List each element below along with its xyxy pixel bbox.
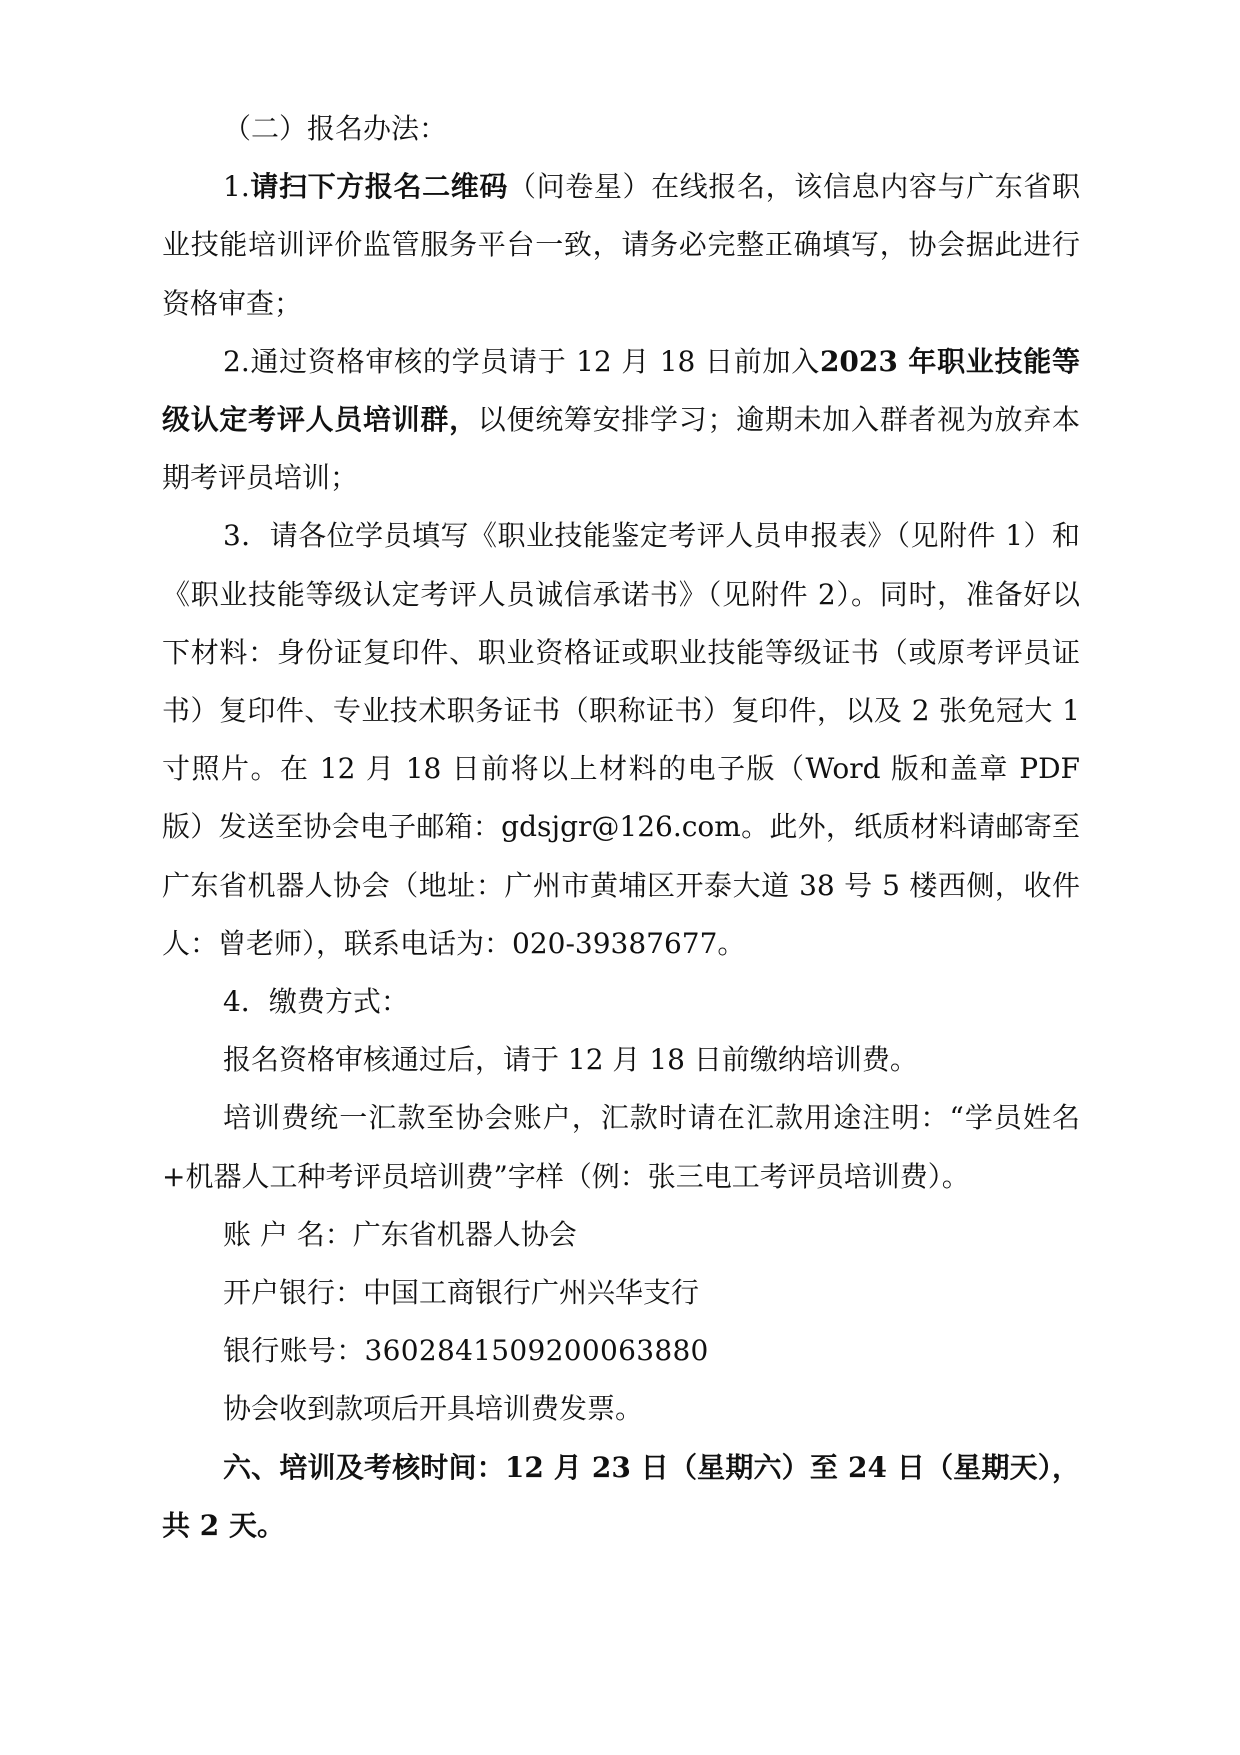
step-2-bold-text: 2023 年职业技能等级认定考评人员培训群，: [162, 344, 1081, 437]
step-2-text-start: 2.通过资格审核的学员请于 12 月 18 日前加入: [223, 344, 820, 378]
invoice-note: 协会收到款项后开具培训费发票。: [223, 1392, 644, 1426]
document-page: [162, 100, 1080, 1555]
paragraph-step-4: 4．缴费方式：: [223, 985, 409, 1019]
account-name: 账 户 名：广东省机器人协会: [223, 1217, 577, 1251]
paragraph-step-1: [162, 158, 1080, 333]
paragraph-remittance-note: 培训费统一汇款至协会账户，汇款时请在汇款用途注明：“学员姓名+机器人工种考评员培训费”字样（例：张三电工考评员培训费）。: [162, 1101, 1080, 1193]
account-number: 银行账号：3602841509200063880: [223, 1334, 709, 1368]
step-1-text: （问卷星）在线报名，该信息内容与广东省职业技能培训评价监管服务平台一致，请务必完整正确填写，协会据此进行资格审查；: [162, 170, 1080, 320]
step-1-number: 1.: [223, 170, 250, 204]
bank-name: 开户银行：中国工商银行广州兴华支行: [223, 1276, 700, 1310]
heading-registration-method: （二）报名办法：: [223, 112, 448, 145]
step-2-text-end: 以便统筹安排学习；逾期未加入群者视为放弃本期考评员培训；: [162, 403, 1080, 495]
paragraph-step-3: 3．请各位学员填写《职业技能鉴定考评人员申报表》（见附件 1）和《职业技能等级认定考评人员诚信承诺书》（见附件 2）。同时，准备好以下材料：身份证复印件、职业资格证或职业技能等级证书（或原考评员证书）复印件、专业技术职务证书（职称证书）复印件，以及 2 张免冠大 1 寸照片。在 12 月 18 日前将以上材料的电子版（Word 版和盖章 PDF 版）发送至协会电子邮箱：gdsjgr@126.com。此外，纸质材料请邮寄至广东省机器人协会（地址：广州市黄埔区开泰大道 38 号 5 楼西侧，收件人：曾老师），联系电话为：020-39387677。: [162, 519, 1080, 960]
paragraph-step-2: [162, 333, 1080, 508]
section-6-training-time: 六、培训及考核时间：12 月 23 日（星期六）至 24 日（星期天），共 2 天。: [162, 1450, 1080, 1542]
step-1-bold-text: 请扫下方报名二维码: [249, 170, 509, 204]
paragraph-payment-deadline: 报名资格审核通过后，请于 12 月 18 日前缴纳培训费。: [223, 1043, 918, 1077]
